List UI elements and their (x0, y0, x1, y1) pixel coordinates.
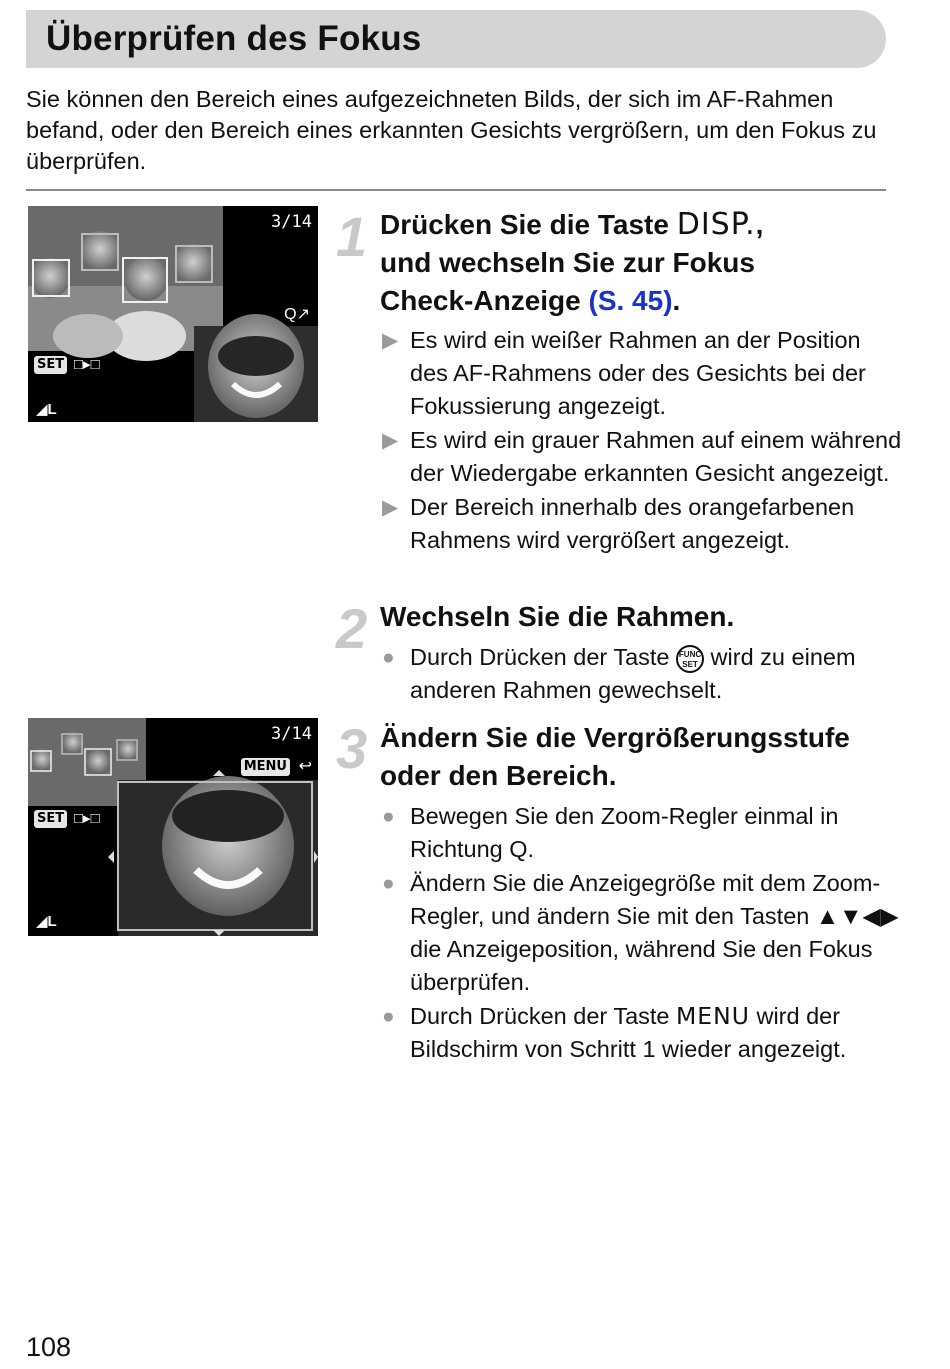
set-button-label: SET (34, 810, 67, 828)
image-counter: 3/14 (271, 212, 312, 232)
photo-illustration (28, 206, 318, 422)
step-2-heading: Wechseln Sie die Rahmen. (380, 601, 735, 632)
step-number: 1 (336, 205, 368, 268)
bullet-icon: ● (382, 805, 395, 828)
list-item: ● Durch Drücken der Taste FUNC SET wird zu einem anderen Rahmen gewechselt. (382, 641, 902, 707)
divider (26, 189, 886, 191)
arrow-marker-icon: ▶ (382, 496, 399, 519)
page-number: 108 (26, 1332, 72, 1362)
image-size-icon: ◢L (36, 401, 57, 418)
step-3-actions (382, 800, 902, 1067)
step-2-actions (382, 641, 902, 708)
arrow-marker-icon: ▶ (382, 329, 399, 352)
set-button-label: SET (34, 356, 67, 374)
step-1-heading: Drücken Sie die Taste DISP., und wechseln Sie zur Fokus Check-Anzeige (S. 45). (380, 207, 764, 316)
step-number: 2 (336, 597, 368, 660)
arrow-marker-icon: ▶ (382, 429, 399, 452)
image-counter: 3/14 (271, 724, 312, 744)
camera-screen-focus-check (28, 206, 318, 422)
camera-screen-magnified (28, 718, 318, 936)
step-number: 3 (336, 717, 368, 780)
list-item: ● Durch Drücken der Taste MENU wird der Bildschirm von Schritt 1 wieder angezeigt. (382, 1002, 847, 1062)
back-icon: ↩ (298, 758, 312, 775)
list-item: ● Ändern Sie die Anzeigegröße mit dem Zoom-Regler, und ändern Sie mit den Tasten ▲▼◀▶ die Anzeigeposition, während Sie den Fokus überprüfen. (382, 867, 902, 999)
bullet-icon: ● (382, 872, 395, 895)
zoom-icon: Q↗ (284, 306, 310, 323)
list-item: ▶ Der Bereich innerhalb des orangefarbenen Rahmens wird vergrößert angezeigt. (382, 491, 902, 557)
frame-switch-icon: □▸□ (74, 810, 100, 827)
image-size-icon: ◢L (36, 913, 57, 930)
page-title: Überprüfen des Fokus (46, 19, 422, 58)
func-set-button-icon: FUNC SET (676, 645, 704, 673)
bullet-icon: ● (382, 646, 395, 669)
list-item: ▶ Es wird ein weißer Rahmen an der Position des AF-Rahmens oder des Gesichts bei der Fokussierung angezeigt. (382, 324, 902, 423)
disp-key-icon: DISP. (676, 207, 756, 242)
step-3-heading: Ändern Sie die Vergrößerungsstufe oder den Bereich. (380, 722, 850, 791)
menu-key-icon: MENU (676, 1002, 750, 1030)
arrow-keys-icon: ▲▼◀▶ (815, 903, 899, 929)
intro-text: Sie können den Bereich eines aufgezeichneten Bilds, der sich im AF-Rahmen befand, oder den Bereich eines erkannten Gesichts vergrößern, um den Fokus zu überprüfen. (26, 86, 877, 174)
list-item: ● Bewegen Sie den Zoom-Regler einmal in Richtung Q. (382, 800, 902, 866)
frame-switch-icon: □▸□ (74, 356, 100, 373)
bullet-icon: ● (382, 1005, 395, 1028)
title-bar (26, 10, 886, 68)
photo-illustration-zoomed (28, 718, 318, 936)
list-item: ▶ Es wird ein grauer Rahmen auf einem während der Wiedergabe erkannten Gesicht angezeigt. (382, 424, 902, 490)
page-reference-link[interactable]: (S. 45) (588, 285, 673, 316)
menu-button-label: MENU (241, 758, 290, 776)
step-1-results (382, 324, 902, 558)
